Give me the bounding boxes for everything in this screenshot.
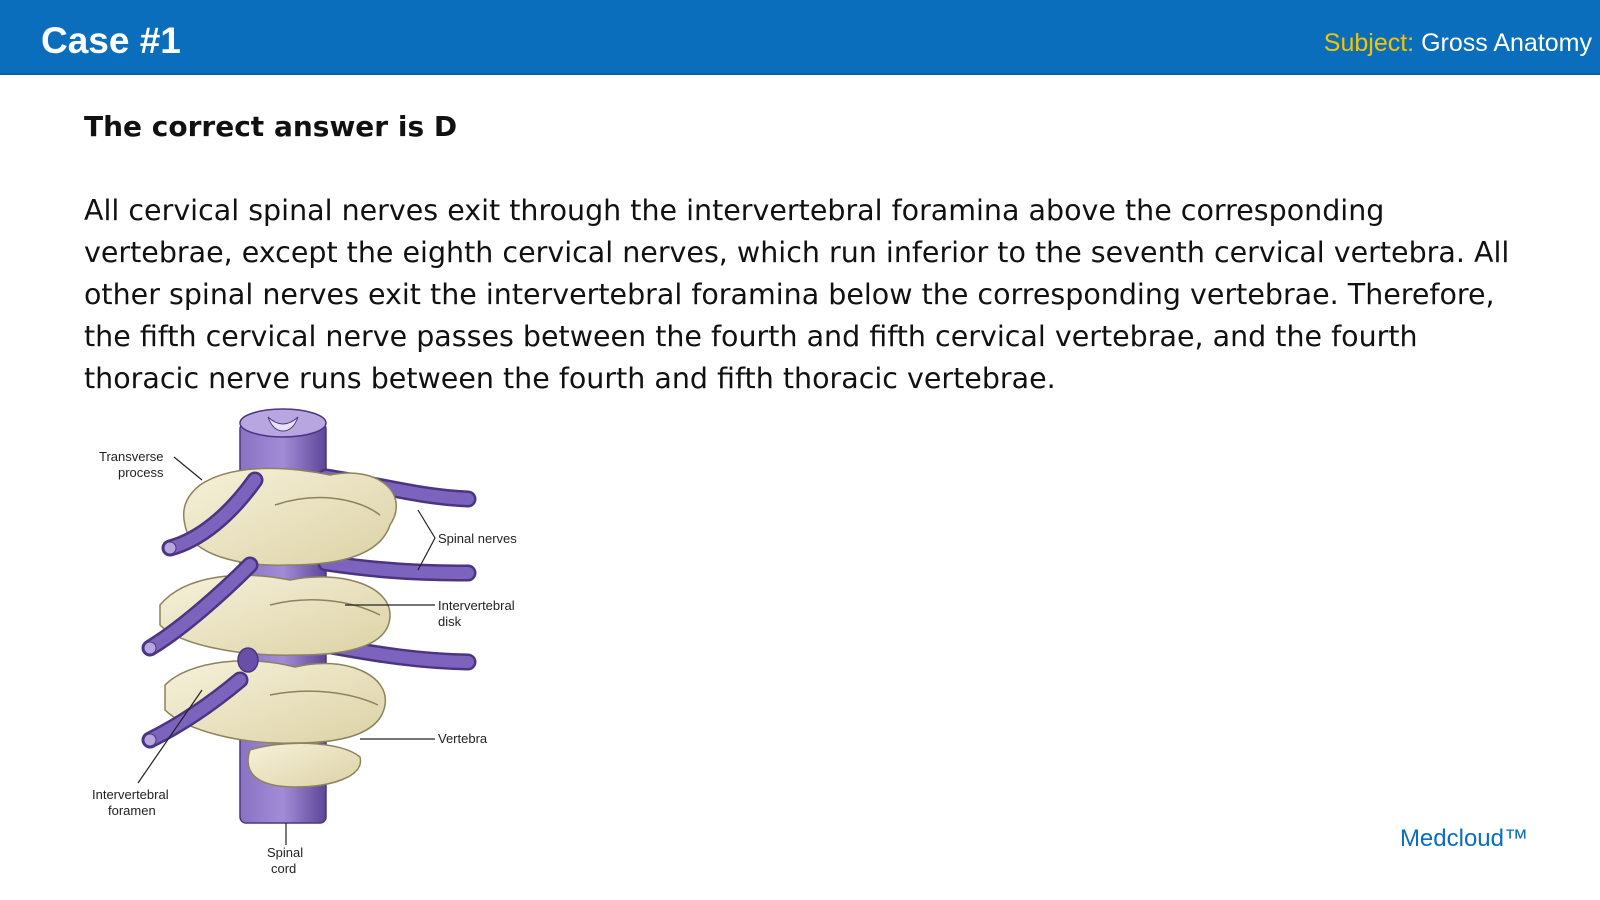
spine-diagram — [90, 405, 540, 885]
subject-label: Subject: — [1323, 29, 1415, 57]
label-spinal-nerves: Spinal nerves — [438, 531, 517, 546]
medcloud-logo-text: Medcloud™ — [1399, 825, 1528, 852]
spine-illustration — [90, 405, 540, 885]
label-intervertebral-disk-line2: disk — [438, 614, 462, 629]
label-intervertebral-foramen-line2: foramen — [108, 803, 156, 818]
subject-value: Gross Anatomy — [1421, 29, 1592, 57]
label-intervertebral-foramen-line1: Intervertebral — [92, 787, 169, 802]
label-vertebra: Vertebra — [438, 731, 488, 746]
label-transverse-process-line1: Transverse — [99, 449, 164, 464]
explanation-text: All cervical spinal nerves exit through the intervertebral foramina above the corresponding vertebrae, except the eighth cervical nerves, which run inferior to the seventh cervical vertebra. All other spinal nerves exit the intervertebral foramina below the corresponding vertebrae. Therefore, the fifth cervical nerve passes between the fourth and fifth cervical vertebrae, and the fourth thoracic nerve runs between the fourth and fifth thoracic vertebrae. — [84, 194, 1510, 395]
label-intervertebral-disk-line1: Intervertebral — [438, 598, 515, 613]
label-spinal-cord-line1: Spinal — [267, 845, 304, 860]
correct-answer-heading: The correct answer is D — [84, 110, 458, 143]
case-title: Case #1 — [41, 20, 181, 61]
subject-line — [1324, 31, 1592, 56]
label-spinal-cord-line2: cord — [271, 861, 297, 876]
header-bar — [0, 0, 1600, 75]
label-transverse-process-line2: process — [118, 465, 164, 480]
